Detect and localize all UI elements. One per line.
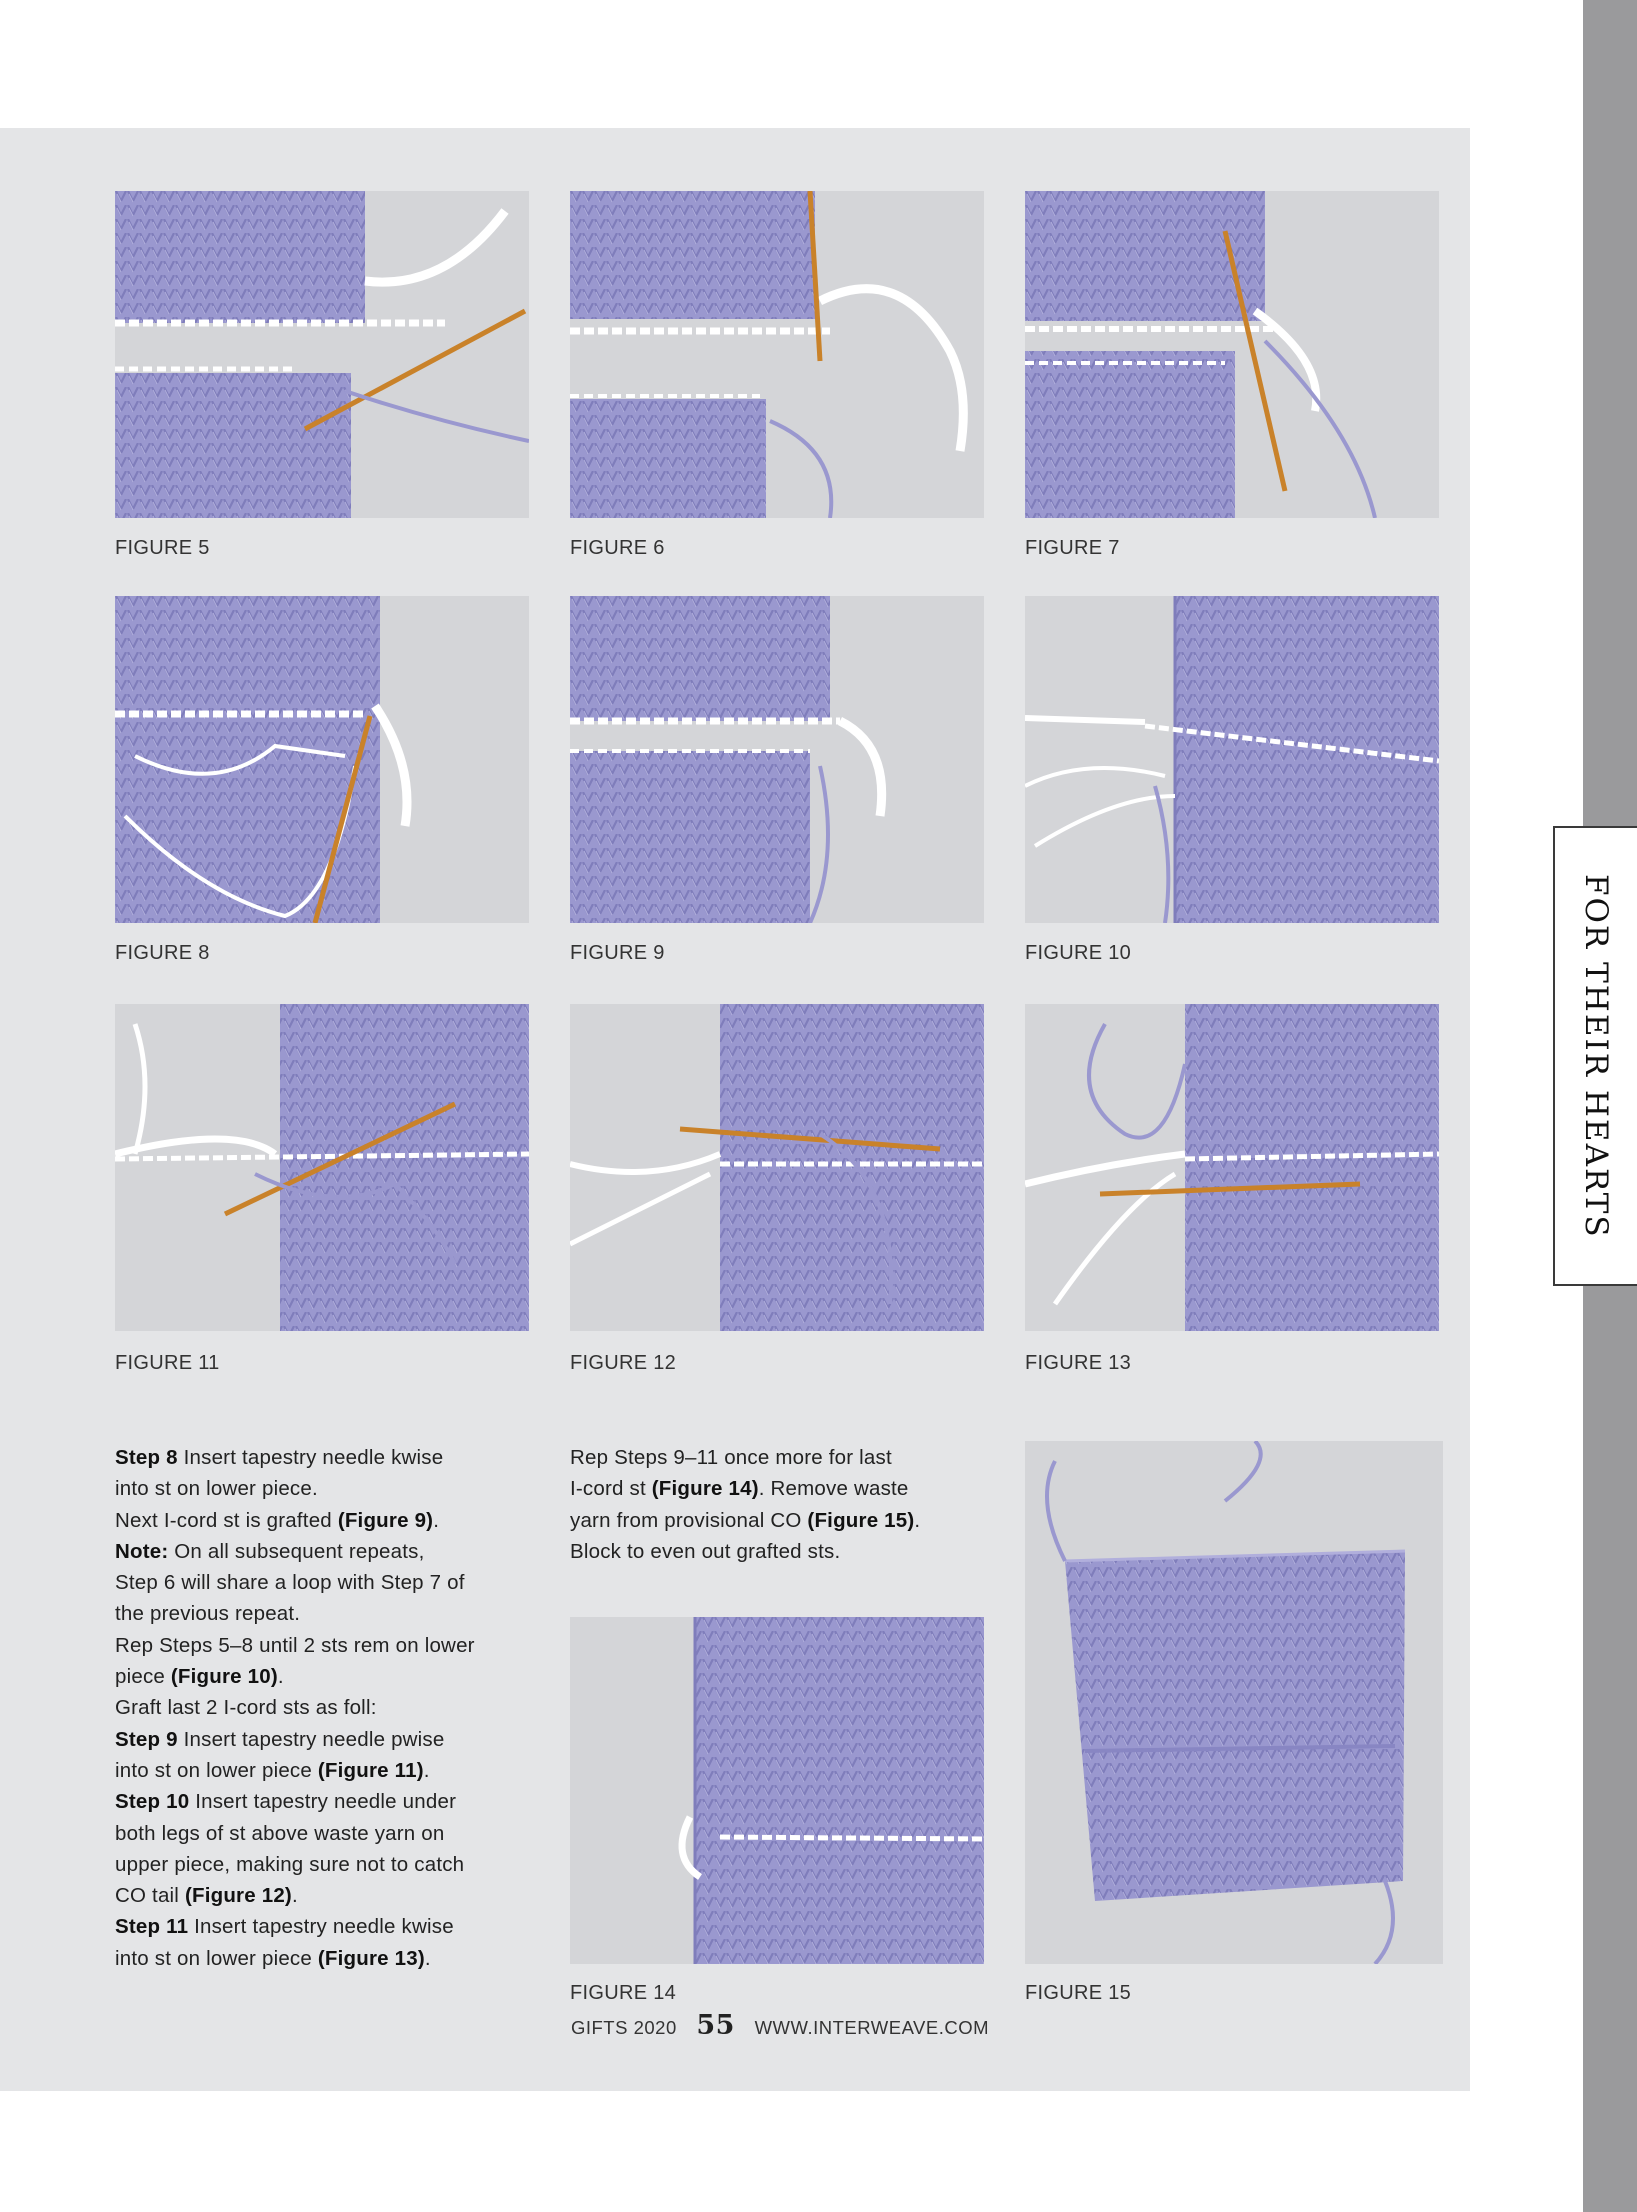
figure-6-caption: FIGURE 6 [570, 537, 665, 559]
steps-text-left: Step 8 Insert tapestry needle kwise into st on lower piece. Next I-cord st is grafted (Figure 9). Note: On all subsequent repeats, Step 6 will share a loop with Step 7 of the previous repeat. Rep Steps 5–8 until 2 sts rem on lower piece (Figure 10). Graft last 2 I-cord sts as foll: Step 9 Insert tapestry needle pwise into st on lower piece (Figure 11). Step 10 Insert tapestry needle under both legs of st above waste yarn on upper piece, making sure not to catch CO tail (Figure 12). Step 11 Insert tapestry needle kwise into st on lower piece (Figure 13). [115, 1446, 475, 1970]
figure-13-caption: FIGURE 13 [1025, 1352, 1132, 1374]
footer-website: WWW.INTERWEAVE.COM [754, 2017, 990, 2038]
page-footer [0, 2010, 1560, 2041]
figure-5-caption: FIGURE 5 [115, 537, 210, 559]
figure-13-photo [1025, 1004, 1439, 1331]
figure-8-caption: FIGURE 8 [115, 942, 210, 964]
figure-15-photo [1025, 1441, 1443, 1964]
footer-page-number: 55 [696, 2010, 735, 2041]
figure-14-photo [570, 1617, 984, 1964]
figure-5-photo [115, 191, 529, 518]
figure-7-photo [1025, 191, 1439, 518]
figure-7-caption: FIGURE 7 [1025, 537, 1120, 559]
footer-issue: GIFTS 2020 [570, 2017, 677, 2038]
section-tab [1553, 826, 1637, 1286]
figure-14-caption: FIGURE 14 [570, 1982, 677, 2004]
figure-8-photo [115, 596, 529, 923]
steps-text-middle: Rep Steps 9–11 once more for last I-cord st (Figure 14). Remove waste yarn from provisional CO (Figure 15). Block to even out grafted sts. [570, 1446, 921, 1563]
figure-12-photo [570, 1004, 984, 1331]
section-tab-label: FOR THEIR HEARTS [1578, 873, 1614, 1239]
figure-15-caption: FIGURE 15 [1025, 1982, 1132, 2004]
figure-12-caption: FIGURE 12 [570, 1352, 677, 1374]
figure-9-photo [570, 596, 984, 923]
figure-11-photo [115, 1004, 529, 1331]
figure-10-caption: FIGURE 10 [1025, 942, 1132, 964]
figure-11-caption: FIGURE 11 [115, 1352, 220, 1374]
figure-10-photo [1025, 596, 1439, 923]
figure-6-photo [570, 191, 984, 518]
figure-9-caption: FIGURE 9 [570, 942, 665, 964]
